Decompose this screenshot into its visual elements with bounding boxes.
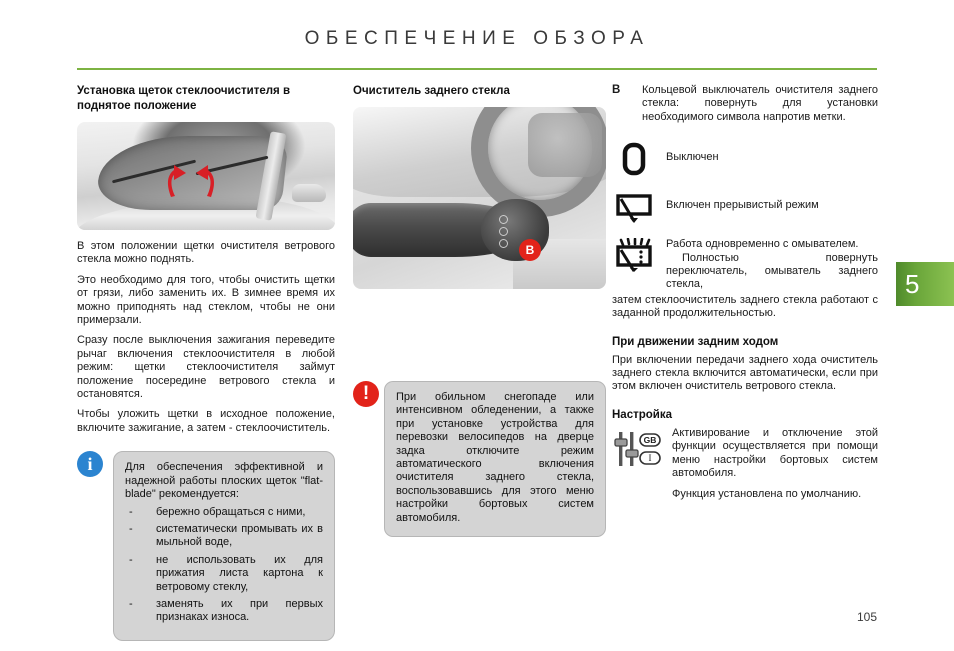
photo-callout-b: B (519, 239, 541, 261)
middle-column (353, 84, 606, 537)
page-number: 105 (856, 610, 877, 624)
side-mirror-shape (292, 184, 326, 202)
reverse-text: При включении передачи заднего хода очиститель заднего стекла включится автоматически, если при этом включен очиститель ветрового стекла. (612, 353, 878, 393)
wiper-washer-icon (614, 238, 656, 272)
info-note-box (113, 451, 335, 640)
svg-text:GB: GB (643, 434, 657, 445)
washer-detail-2: затем стеклоочиститель заднего стекла работают с заданной продолжительностью. (612, 293, 878, 320)
control-item-text: Кольцевой выключатель очистителя заднего стекла: повернуть для установки необходимого символа напротив метки. (642, 84, 878, 123)
svg-text:I: I (648, 452, 652, 463)
chapter-tab: 5 (896, 262, 954, 306)
symbol-row-washer (612, 238, 878, 292)
arrow-up-right-icon (193, 164, 219, 198)
list-item: - не использовать их для прижатия листа картона к ветровому стеклу, (125, 554, 323, 594)
control-item-b (612, 84, 878, 124)
header-divider (77, 68, 877, 70)
symbol-label-off: Выключен (666, 151, 719, 164)
symbol-row-off (612, 142, 878, 176)
wiper-stalk-control-photo (353, 107, 606, 289)
settings-heading: Настройка (612, 408, 672, 421)
left-column (77, 84, 335, 641)
left-paragraph-2: Это необходимо для того, чтобы очистить щетки от грязи, либо заменить их. В зимнее время их можно приподнять над стеклом, чтобы не они примерзали. (77, 273, 335, 327)
wiper-intermittent-icon (614, 190, 656, 224)
info-note-block (77, 451, 335, 640)
symbol-row-intermittent (612, 190, 878, 224)
settings-row (612, 427, 878, 501)
warning-note-box: При обильном снегопаде или интенсивном обледенении, а также при установке устройства для перевозки велосипедов на дверце задка отключите режим автоматического включения очистителя заднего стекла, воспользовавшись для этого меню настройки бортовых систем автомобиля. (384, 381, 606, 537)
reverse-heading: При движении задним ходом (612, 335, 779, 348)
info-note-list (125, 506, 323, 625)
symbol-label-intermittent: Включен прерывистый режим (666, 199, 819, 212)
left-section-heading: Установка щеток стеклоочистителя в поднятое положение (77, 85, 291, 112)
middle-section-heading: Очиститель заднего стекла (353, 85, 510, 97)
left-paragraph-3: Сразу после выключения зажигания переведите рычаг включения стеклоочистителя в любой режим: щетки стеклоочистителя займут положение посередине ветрового стекла и остановятся. (77, 334, 335, 401)
info-icon: i (77, 451, 103, 477)
list-item: - заменять их при первых признаках износа. (125, 598, 323, 625)
list-item: - бережно обращаться с ними, (125, 506, 323, 519)
settings-text: Активирование и отключение этой функции осуществляется при помощи меню настройки бортовых систем автомобиля. (672, 426, 878, 480)
instrument-cluster-shape (528, 113, 602, 177)
page-title: ОБЕСПЕЧЕНИЕ ОБЗОРА (304, 28, 650, 49)
ring-symbols-shape (499, 215, 521, 249)
right-column (612, 84, 878, 515)
info-note-intro: Для обеспечения эффективной и надежной работы плоских щеток "flat-blade" рекомендуется: (125, 461, 323, 501)
warning-note-block (353, 381, 606, 537)
control-item-letter: B (612, 84, 621, 96)
arrow-up-left-icon (163, 164, 189, 198)
left-paragraph-4: Чтобы уложить щетки в исходное положение, включите зажигание, а затем - стеклоочиститель. (77, 408, 335, 434)
list-item: - систематически промывать их в мыльной воде, (125, 523, 323, 550)
wiper-off-icon (614, 142, 656, 176)
symbol-label-washer: Работа одновременно с омывателем. (666, 238, 859, 251)
warning-icon: ! (353, 381, 379, 407)
left-paragraph-1: В этом положении щетки очистителя ветрового стекла можно поднять. (77, 240, 335, 266)
settings-default-text: Функция установлена по умолчанию. (672, 487, 862, 500)
washer-detail-1: Полностью повернуть переключатель, омыватель заднего стекла, (666, 251, 878, 291)
settings-sliders-icon (612, 429, 662, 471)
windshield-wipers-raised-photo (77, 122, 335, 230)
